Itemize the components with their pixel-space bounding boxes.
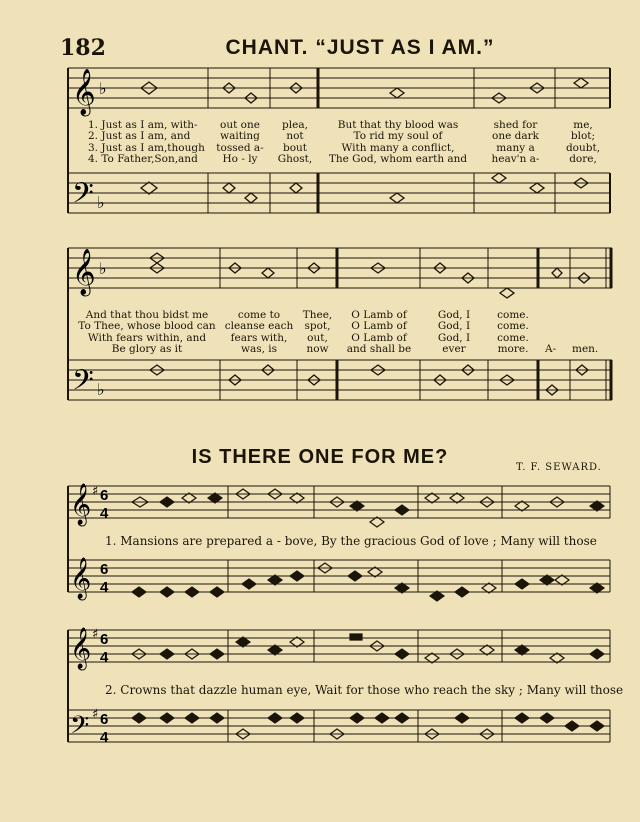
page-number: 182	[60, 35, 106, 61]
sharp-icon: ♯	[92, 484, 99, 499]
amen-men: men.	[572, 343, 599, 355]
svg-text:4: 4	[100, 729, 109, 746]
hymn-verse-2: 2. Crowns that dazzle human eye, Wait for those who reach the sky ; Many will those	[105, 683, 624, 697]
flat-icon: ♭	[97, 193, 105, 212]
amen-a: A-	[545, 343, 557, 355]
hymn-notes	[132, 489, 604, 739]
flat-icon: ♭	[99, 79, 107, 98]
chant-lyrics2-col-5: God, I God, I God, I ever	[437, 309, 471, 356]
chant-lyrics2-col-3: Thee, spot, out, now	[302, 309, 333, 356]
treble-clef-icon: 𝄞	[70, 484, 92, 525]
bass-clef-icon: 𝄢	[72, 364, 94, 404]
svg-text:4: 4	[100, 505, 109, 522]
chant-lyrics2-col-6: come. come. come. more.	[497, 309, 529, 356]
svg-text:6: 6	[100, 561, 109, 578]
hymn-verse-1: 1. Mansions are prepared a - bove, By the gracious God of love ; Many will those	[105, 534, 597, 548]
chant-lyrics-col-5: shed for one dark many a heav'n a-	[491, 119, 540, 166]
time-signatures	[100, 487, 109, 746]
flat-icon: ♭	[99, 259, 107, 278]
chant-title: CHANT. “JUST AS I AM.”	[225, 36, 495, 59]
chant-lyrics-col-1: 1. Just as I am, with- 2. Just as I am, and 3. Just as I am,though 4. To Father,Son,and	[88, 119, 205, 166]
chant-lyrics2-col-1: And that thou bidst me To Thee, whose blood can With fears within, and Be glory as it	[78, 309, 216, 356]
composer: T. F. SEWARD.	[516, 462, 602, 473]
chant-lyrics2-col-4: O Lamb of O Lamb of O Lamb of and shall be	[346, 309, 412, 356]
bass-clef-icon: 𝄢	[70, 711, 90, 746]
chant-lyrics-col-6: me, blot; doubt, dore,	[565, 119, 601, 166]
svg-text:4: 4	[100, 649, 109, 666]
chant-lyrics-col-3: plea, not bout Ghost,	[277, 119, 313, 166]
flat-icon: ♭	[97, 380, 105, 399]
sharp-icon: ♯	[92, 707, 99, 722]
hymn-staves	[0, 478, 640, 822]
chant-lyrics-col-2: out one waiting tossed a- Ho - ly	[216, 119, 264, 166]
bass-clef-icon: 𝄢	[72, 177, 94, 217]
sharp-icon: ♯	[92, 627, 99, 642]
chant-lyrics-col-4: But that thy blood was To rid my soul of With many a conflict, The God, whom earth and	[328, 119, 468, 166]
treble-clef-icon: 𝄞	[70, 628, 92, 669]
chant-lyrics2-col-2: come to cleanse each fears with, was, is	[224, 309, 294, 356]
svg-text:6: 6	[100, 631, 109, 648]
treble-clef-icon: 𝄞	[72, 249, 96, 295]
svg-text:6: 6	[100, 487, 109, 504]
svg-text:4: 4	[100, 579, 109, 596]
treble-clef-icon: 𝄞	[72, 69, 96, 115]
hymn-title: IS THERE ONE FOR ME?	[191, 446, 449, 468]
svg-text:6: 6	[100, 711, 109, 728]
treble-clef-icon: 𝄞	[70, 558, 92, 599]
